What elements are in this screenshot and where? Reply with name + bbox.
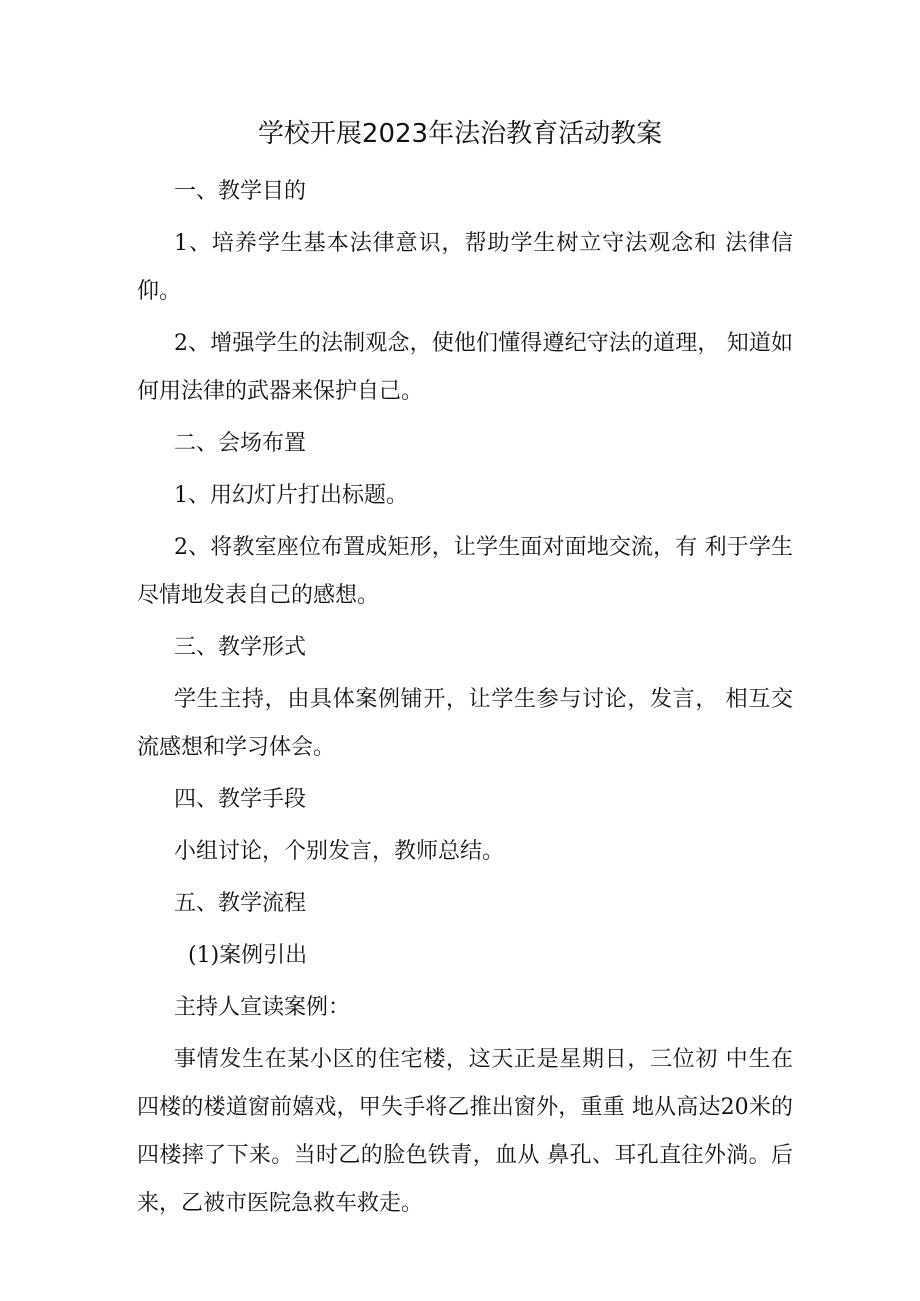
section-heading-teaching-process: 五、教学流程 bbox=[174, 891, 307, 916]
paragraph: 事情发生在某小区的住宅楼，这天正是星期日，三位初 中生在四楼的楼道窗前嬉戏，甲失手将乙推出窗外，重重 地从高达20米的四楼摔了下来。当时乙的脸色铁青，血从 鼻孔、耳孔直往外淌。后来，乙被市医院急救车救走。 bbox=[137, 1047, 793, 1216]
document-body bbox=[137, 168, 793, 1232]
section-heading-venue-setup: 二、会场布置 bbox=[174, 431, 307, 456]
section-heading-teaching-means: 四、教学手段 bbox=[174, 787, 307, 812]
paragraph: 主持人宣读案例： bbox=[174, 995, 351, 1020]
subsection-heading-case-intro: (1)案例引出 bbox=[188, 943, 308, 968]
paragraph: 2、增强学生的法制观念，使他们懂得遵纪守法的道理， 知道如何用法律的武器来保护自己。 bbox=[137, 331, 793, 404]
paragraph: 1、用幻灯片打出标题。 bbox=[174, 483, 408, 508]
paragraph: 小组讨论，个别发言，教师总结。 bbox=[174, 839, 505, 864]
paragraph: 2、将教室座位布置成矩形，让学生面对面地交流，有 利于学生尽情地发表自己的感想。 bbox=[137, 535, 793, 608]
paragraph: 1、培养学生基本法律意识，帮助学生树立守法观念和 法律信仰。 bbox=[137, 231, 793, 304]
paragraph: 学生主持，由具体案例铺开，让学生参与讨论，发言， 相互交流感想和学习体会。 bbox=[137, 687, 793, 760]
section-heading-teaching-purpose: 一、教学目的 bbox=[174, 179, 307, 204]
section-heading-teaching-form: 三、教学形式 bbox=[174, 635, 307, 660]
document-title: 学校开展2023年法治教育活动教案 bbox=[257, 119, 663, 149]
